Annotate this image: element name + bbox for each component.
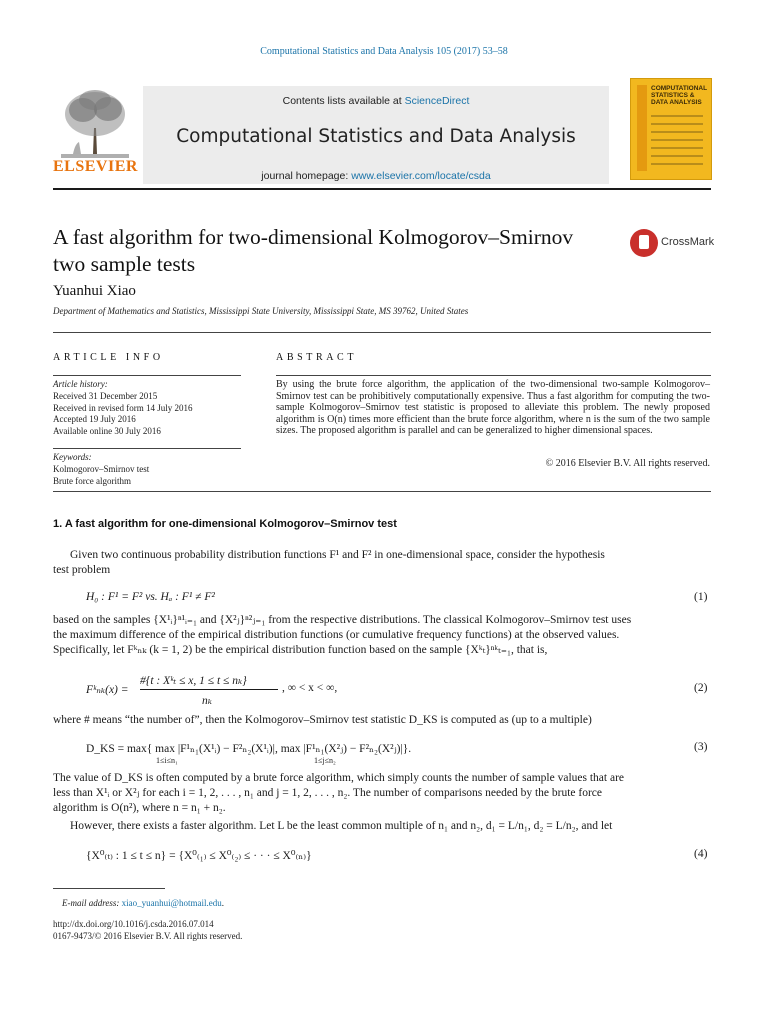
paragraph-line: the maximum difference of the empirical distribution functions (or cumulative frequency functions) at the observed values.: [53, 629, 620, 641]
journal-reference[interactable]: Computational Statistics and Data Analysis 105 (2017) 53–58: [260, 46, 508, 57]
crossmark-label: CrossMark: [661, 236, 715, 248]
author-email-footnote: [62, 898, 224, 908]
title-line-1: A fast algorithm for two-dimensional Kolmogorov–Smirnov: [53, 225, 574, 249]
journal-title: Computational Statistics and Data Analysis: [176, 126, 576, 147]
footnote-rule: [53, 888, 165, 889]
publisher-wordmark: ELSEVIER: [53, 158, 138, 175]
abstract-heading: ABSTRACT: [276, 352, 358, 363]
history-received: Received 31 December 2015: [53, 391, 158, 401]
contents-availability: [143, 95, 609, 107]
cover-title: COMPUTATIONAL STATISTICS & DATA ANALYSIS: [651, 85, 707, 106]
doi-link[interactable]: http://dx.doi.org/10.1016/j.csda.2016.07.014: [53, 919, 214, 929]
article-title: [53, 224, 613, 278]
email-link[interactable]: xiao_yuanhui@hotmail.edu: [121, 898, 222, 908]
email-label: E-mail address:: [62, 898, 122, 908]
equation-3-subscript-2: 1≤j≤n₂: [314, 756, 336, 765]
cover-strip: [637, 85, 647, 171]
keyword-item: Brute force algorithm: [53, 475, 131, 486]
paragraph-line: Given two continuous probability distribution functions F¹ and F² in one-dimensional space, consider the hypothesis: [70, 549, 605, 561]
affiliation-rule: [53, 332, 711, 333]
email-tail: .: [221, 898, 224, 908]
keywords-rule: [53, 448, 241, 449]
crossmark-button[interactable]: [630, 228, 714, 260]
fraction-bar: [140, 689, 278, 690]
paragraph-line: less than X¹ᵢ or X²ⱼ for each i = 1, 2, . . . , n₁ and j = 1, 2, . . . , n₂. The number of comparisons needed by the brute force: [53, 787, 603, 799]
sciencedirect-link[interactable]: ScienceDirect: [404, 95, 470, 107]
paragraph-line: The value of D_KS is often computed by a brute force algorithm, which simply counts the number of sample values that are: [53, 772, 625, 784]
paragraph-line: test problem: [53, 564, 111, 576]
equation-3-number: (3): [694, 741, 708, 753]
header-rule: [53, 188, 711, 190]
journal-header: [53, 76, 711, 186]
homepage-link[interactable]: www.elsevier.com/locate/csda: [351, 170, 491, 182]
history-revised: Received in revised form 14 July 2016: [53, 402, 193, 413]
crossmark-icon: [630, 229, 658, 257]
article-info-heading: ARTICLE INFO: [53, 352, 164, 363]
equation-2-lhs: Fᵏₙₖ(x) =: [86, 684, 129, 696]
paragraph-line: Specifically, let Fᵏₙₖ (k = 1, 2) be the empirical distribution function based on the sample {Xᵏₜ}ⁿᵏₜ₌₁, that is,: [53, 644, 548, 656]
equation-1: H₀ : F¹ = F² vs. Hₐ : F¹ ≠ F²: [86, 591, 215, 603]
abstract-bottom-rule: [53, 491, 711, 492]
equation-2-denominator: nₖ: [202, 695, 212, 707]
history-online: Available online 30 July 2016: [53, 425, 161, 436]
author-name: Yuanhui Xiao: [53, 283, 136, 299]
keywords-label: Keywords:: [53, 452, 92, 462]
journal-homepage: [143, 170, 609, 182]
abstract-rule: [276, 375, 711, 376]
equation-3: D_KS = max{ max |F¹ₙ₁(X¹ᵢ) − F²ₙ₂(X¹ᵢ)|, max |F¹ₙ₁(X²ⱼ) − F²ₙ₂(X²ⱼ)|}.: [86, 743, 412, 755]
paragraph-line: However, there exists a faster algorithm. Let L be the least common multiple of n₁ and n₂, d₁ = L/n₁, d₂ = L/n₂, and let: [70, 820, 613, 832]
journal-banner: [143, 86, 609, 184]
equation-2-number: (2): [694, 682, 708, 694]
title-line-2: two sample tests: [53, 252, 196, 276]
section-heading: 1. A fast algorithm for one-dimensional Kolmogorov–Smirnov test: [53, 518, 397, 530]
equation-2-domain: , ∞ < x < ∞,: [282, 682, 338, 694]
history-accepted: Accepted 19 July 2016: [53, 414, 136, 424]
abstract-text: By using the brute force algorithm, the application of the two-dimensional two-sample Kolmogorov–Smirnov test can be prohibitively computationally expensive. Thus a fast algorithm for computing the two-sample Kolmogorov–Smirnov test statistic is proposed to alleviate this problem. The newly proposed algorithm is O(n) times more efficient than the brute force algorithm, where n is the sum of the two sample sizes. The proposed algorithm is parallel and can be generalized to higher dimensional spaces.: [276, 379, 710, 437]
equation-4-number: (4): [694, 848, 708, 860]
keywords-list: [53, 464, 243, 487]
article-info-rule: [53, 375, 241, 376]
issn-copyright: 0167-9473/© 2016 Elsevier B.V. All rights reserved.: [53, 931, 243, 941]
author-affiliation: Department of Mathematics and Statistics, Mississippi State University, Mississippi State, MS 39762, United States: [53, 306, 469, 316]
paragraph-line: algorithm is O(n²), where n = n₁ + n₂.: [53, 802, 226, 814]
equation-4: {X⁰₍ₜ₎ : 1 ≤ t ≤ n} = {X⁰₍₁₎ ≤ X⁰₍₂₎ ≤ · · · ≤ X⁰₍ₙ₎}: [86, 850, 312, 862]
equation-1-number: (1): [694, 591, 708, 603]
history-label: Article history:: [53, 379, 108, 389]
equation-2-numerator: #{t : Xᵏₜ ≤ x, 1 ≤ t ≤ nₖ}: [140, 675, 247, 687]
equation-3-subscript-1: 1≤i≤n₁: [156, 756, 178, 765]
contents-prefix: Contents lists available at: [282, 95, 405, 107]
history-list: [53, 391, 243, 437]
paragraph-line: based on the samples {X¹ᵢ}ⁿ¹ᵢ₌₁ and {X²ⱼ}ⁿ²ⱼ₌₁ from the respective distributions. The classical Kolmogorov–Smirnov test uses: [53, 614, 632, 626]
cover-decoration: [651, 115, 703, 171]
abstract-copyright: © 2016 Elsevier B.V. All rights reserved.: [545, 458, 710, 469]
homepage-prefix: journal homepage:: [261, 170, 352, 182]
keyword-item: Kolmogorov–Smirnov test: [53, 464, 150, 474]
journal-cover-image: [630, 78, 712, 180]
paragraph-line: where # means “the number of”, then the Kolmogorov–Smirnov test statistic D_KS is computed as (up to a multiple): [53, 714, 592, 726]
